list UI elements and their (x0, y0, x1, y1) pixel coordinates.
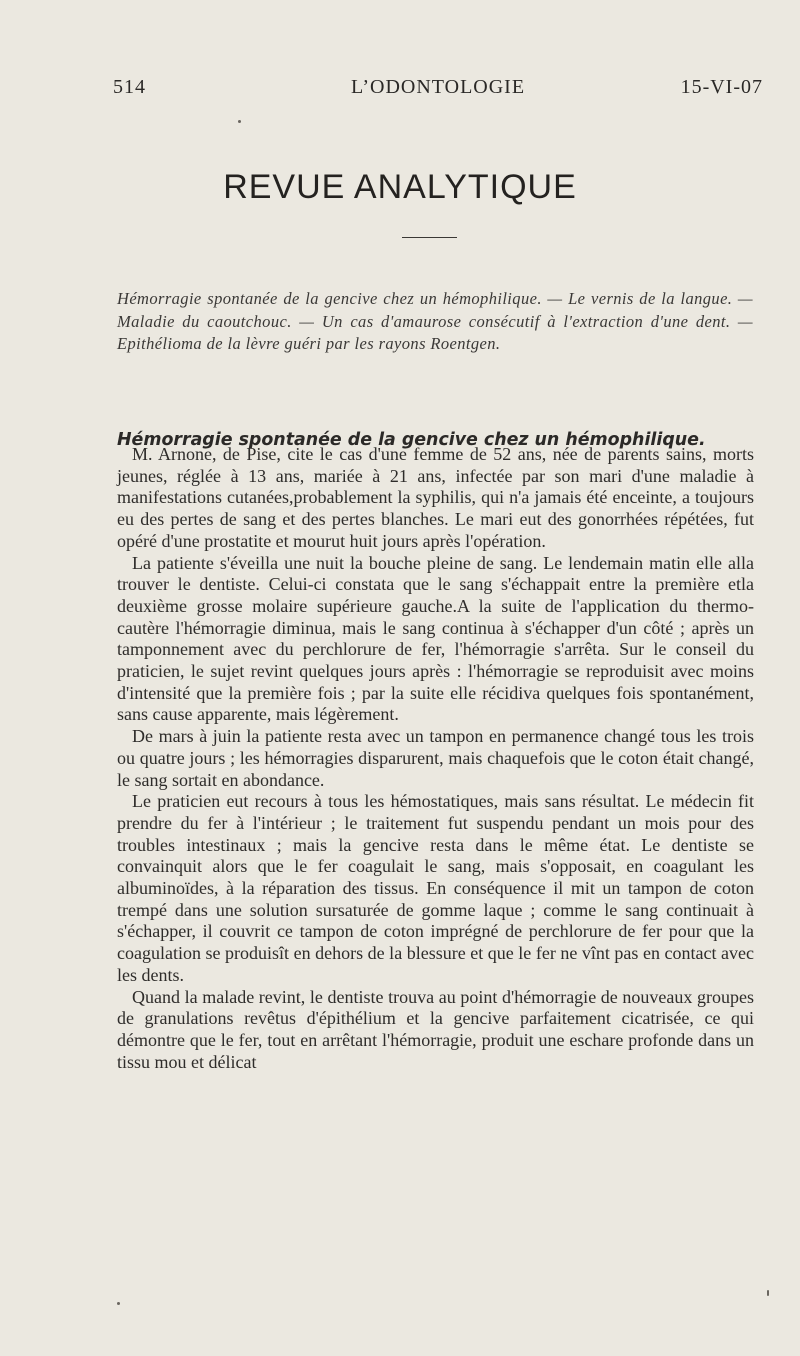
paragraph: La patiente s'éveilla une nuit la bouche pleine de sang. Le lendemain matin elle alla trouver le dentiste. Celui-ci constata que le sang s'échappait entre la première etla deuxième grosse molaire supérieure gauche.A la suite de l'application du thermo-cautère l'hémorragie diminua, mais le sang continua à s'échapper d'un côté ; après un tamponnement avec du perchlorure de fer, l'hémorragie s'arrêta. Sur le conseil du praticien, le sujet revint quelques jours après : l'hémorragie se reproduisit avec moins d'intensité que la première fois ; par la suite elle récidiva quelques fois spontanément, sans cause apparente, mais légèrement. (117, 552, 754, 725)
journal-name: L’ODONTOLOGIE (350, 76, 526, 98)
issue-date: 15-VI-07 (680, 76, 763, 98)
paper-speck (117, 1302, 120, 1305)
title-divider (402, 237, 457, 238)
page-number: 514 (113, 76, 146, 98)
article-body (117, 444, 754, 1073)
paragraph: Quand la malade revint, le dentiste trouva au point d'hémorragie de nouveaux groupes de granulations revêtus d'épithélium et la gencive parfaitement cicatrisée, ce qui démontre que le fer, tout en arrêtant l'hémorragie, produit une eschare profonde dans un tissu mou et délicat (117, 986, 754, 1072)
contents-summary: Hémorragie spontanée de la gencive chez un hémophilique. — Le vernis de la langue. — Maladie du caoutchouc. — Un cas d'amaurose consécutif à l'extraction d'une dent. — Epithélioma de la lèvre guéri par les rayons Roentgen. (117, 289, 753, 353)
running-header (113, 76, 763, 106)
page-title: REVUE ANALYTIQUE (223, 168, 577, 206)
paragraph: Le praticien eut recours à tous les hémostatiques, mais sans résultat. Le médecin fit prendre du fer à l'intérieur ; le traitement fut suspendu pendant un mois pour des troubles intestinaux ; mais la gencive resta dans le même état. Le dentiste se convainquit alors que le fer coagulait le sang, mais s'opposait, en coagulant les albuminoïdes, à la réparation des tissus. En conséquence il mit un tampon de coton trempé dans une solution sursaturée de gomme laque ; comme le sang continuait à s'échapper, il couvrit ce tampon de coton imprégné de perchlorure de fer pour que la coagulation se produisît en dehors de la blessure et que le fer ne vînt pas en contact avec les dents. (117, 791, 754, 985)
paper-speck (767, 1290, 769, 1296)
section-title: Hémorragie spontanée de la gencive chez un hémophilique. (117, 430, 706, 450)
paper-speck (238, 120, 241, 123)
paragraph: De mars à juin la patiente resta avec un tampon en permanence changé tous les trois ou quatre jours ; les hémorragies disparurent, mais chaquefois que le coton était changé, le sang sortait en abondance. (117, 726, 754, 790)
paragraph: M. Arnone, de Pise, cite le cas d'une femme de 52 ans, née de parents sains, morts jeunes, réglée à 13 ans, mariée à 21 ans, infectée par son mari d'une maladie à manifestations cutanées,probablement la syphilis, qui n'a jamais été enceinte, a toujours eu des pertes de sang et des pertes blanches. Le mari eut des gonorrhées répétées, fut opéré d'une prostatite et mourut huit jours après l'opération. (117, 444, 754, 551)
